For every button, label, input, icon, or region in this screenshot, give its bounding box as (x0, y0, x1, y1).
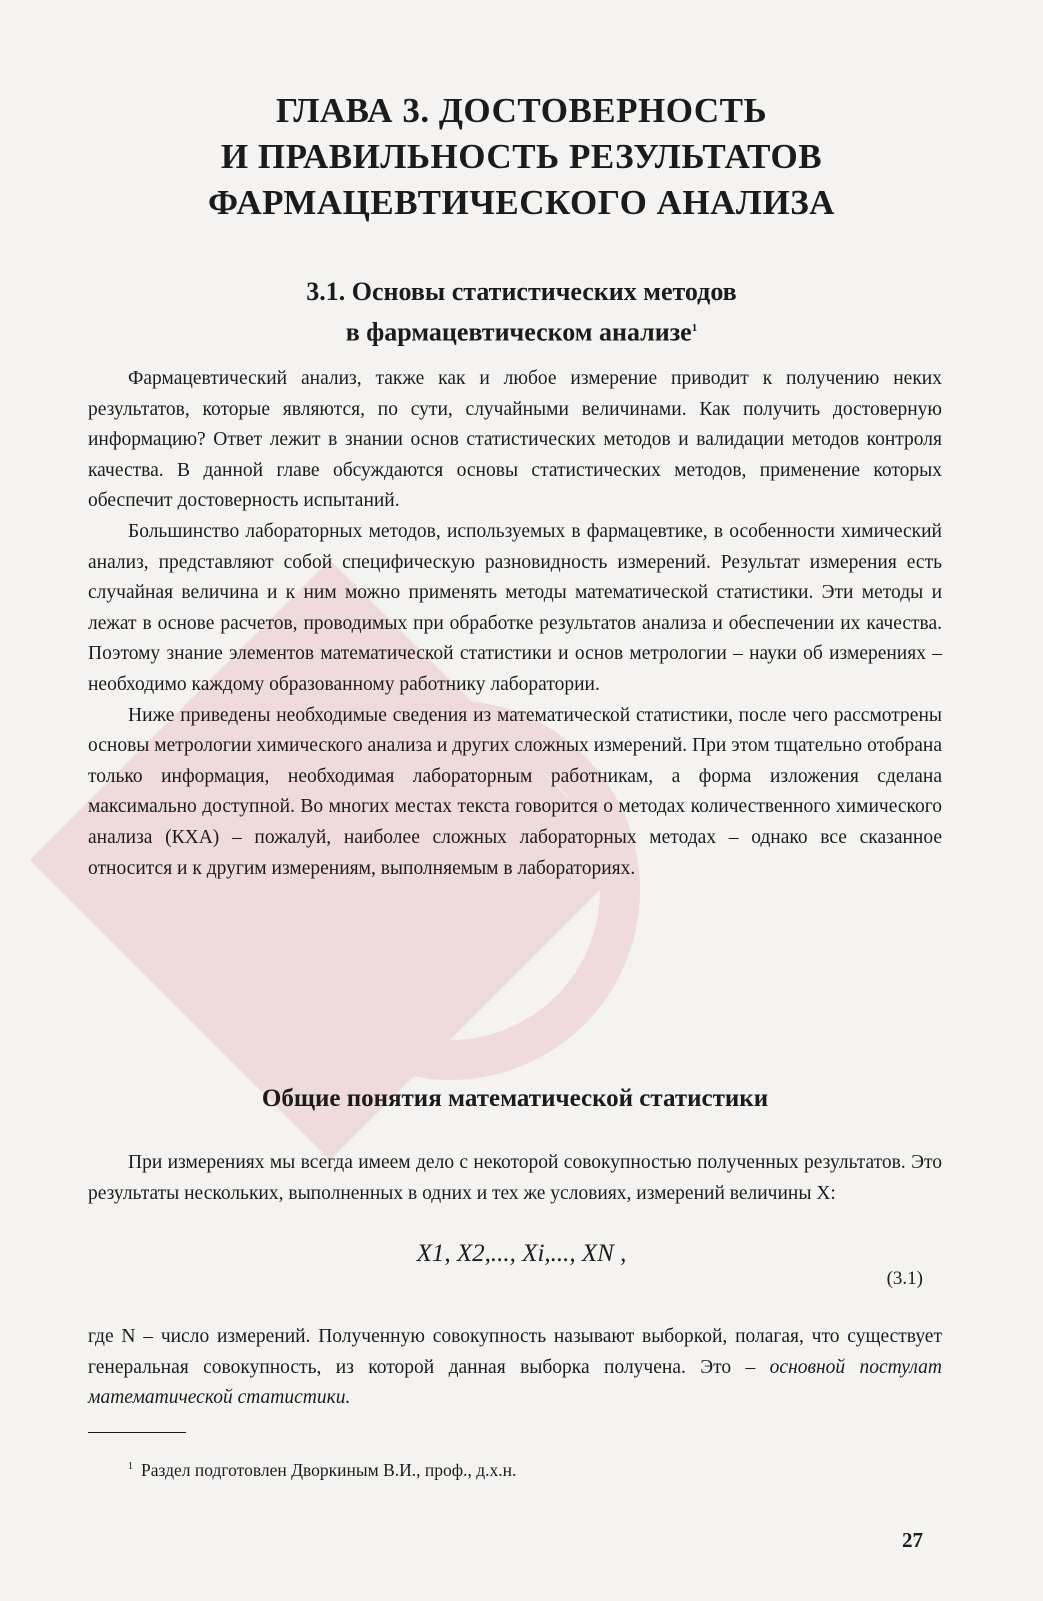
footnote-text: Раздел подготовлен Дворкиным В.И., проф., д.х.н. (141, 1459, 517, 1480)
paragraph: Ниже приведены необходимые сведения из математической статистики, после чего рассмотрены основы метрологии химического анализа и других сложных измерений. При этом тщательно отобрана только информация, необходимая лабораторным работникам, а форма изложения сделана максимально доступной. Во многих местах текста говорится о методах количественного химического анализа (КХА) – пожалуй, наиболее сложных лабораторных методах – однако все сказанное относится и к другим измерениям, выполняемым в лабораториях. (88, 704, 942, 879)
paragraph: Фармацевтический анализ, также как и любое измерение приводит к получению неких результатов, которые являются, по сути, случайными величинами. Как получить достоверную информацию? Ответ лежит в знании основ статистических методов и валидации методов контроля качества. В данной главе обсуждаются основы статистических методов, применение которых обеспечит достоверность испытаний. (88, 368, 942, 512)
paragraph: При измерениях мы всегда имеем дело с некоторой совокупностью полученных результатов. Это результаты нескольких, выполненных в одних и тех же условиях, измерений величины X: (88, 1152, 942, 1204)
formula-number: (3.1) (886, 1268, 923, 1289)
formula: X1, X2,..., Xi,..., XN , (416, 1240, 627, 1267)
intro-text (88, 364, 942, 884)
footnote (128, 1455, 516, 1482)
emphasis-text: основной постулат математической статистики. (88, 1356, 942, 1409)
section-title (140, 274, 903, 351)
chapter-title (100, 88, 943, 226)
section-title-line (140, 310, 903, 351)
section-title-line: 3.1. Основы статистических методов (306, 277, 737, 306)
section-title-text: в фармацевтическом анализе (345, 317, 692, 347)
footnote-divider (88, 1432, 186, 1433)
chapter-title-line: ФАРМАЦЕВТИЧЕСКОГО АНАЛИЗА (208, 183, 835, 222)
measurement-text (88, 1148, 942, 1209)
chapter-title-line: ГЛАВА 3. ДОСТОВЕРНОСТЬ (275, 91, 768, 130)
footnote-reference[interactable]: 1 (691, 322, 698, 334)
footnote-mark: 1 (128, 1461, 133, 1472)
paragraph (88, 1322, 942, 1414)
chapter-title-line: И ПРАВИЛЬНОСТЬ РЕЗУЛЬТАТОВ (220, 137, 823, 176)
paragraph: Большинство лабораторных методов, используемых в фармацевтике, в особенности химический анализ, представляют собой специфическую разновидность измерений. Результат измерения есть случайная величина и к ним можно применять методы математической статистики. Эти методы и лежат в основе расчетов, проводимых при обработке результатов анализа и обеспечении их качества. Поэтому знание элементов математической статистики и основ метрологии – науки об измерениях – необходимо каждому образованному работнику лаборатории. (88, 520, 942, 695)
subheading: Общие понятия математической статистики (261, 1085, 769, 1112)
paragraph-text: где N – число измерений. Полученную совокупность называют выборкой, полагая, что существует генеральная совокупность, из которой данная выборка получена. Это – (88, 1326, 942, 1378)
page-number: 27 (902, 1528, 923, 1552)
post-formula-text (88, 1322, 942, 1414)
